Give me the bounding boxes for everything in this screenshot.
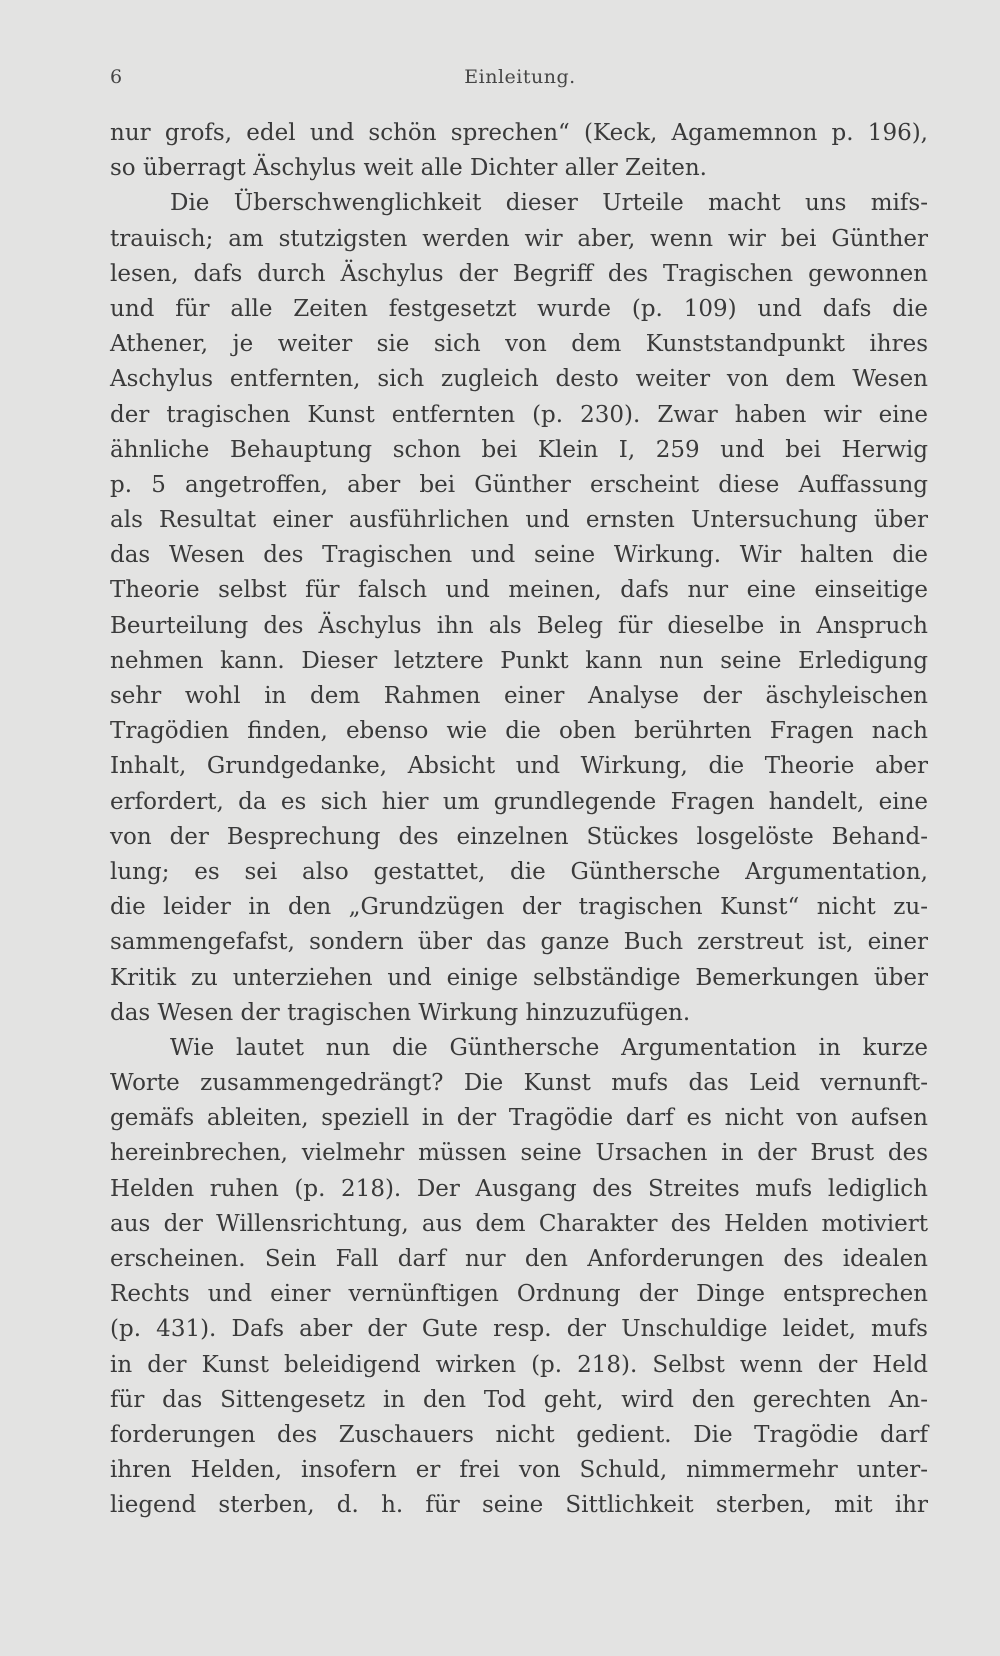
text-line: nehmen kann. Dieser letztere Punkt kann nun seine Erledigung — [110, 647, 928, 674]
text-line: gemäfs ableiten, speziell in der Tragödie darf es nicht von aufsen — [110, 1105, 928, 1132]
text-line: der tragischen Kunst entfernten (p. 230). Zwar haben wir eine — [110, 401, 928, 428]
text-line: Die Überschwenglichkeit dieser Urteile macht uns mifs- — [170, 190, 928, 217]
text-line: lung; es sei also gestattet, die Günthersche Argumentation, — [110, 858, 928, 885]
text-line: Rechts und einer vernünftigen Ordnung der Dinge entsprechen — [110, 1281, 928, 1308]
text-line: Inhalt, Grundgedanke, Absicht und Wirkung, die Theorie aber — [110, 753, 928, 780]
text-line: Athener, je weiter sie sich von dem Kunststandpunkt ihres — [110, 331, 928, 358]
text-line: nur grofs, edel und schön sprechen“ (Keck, Agamemnon p. 196), — [110, 120, 928, 146]
text-line: erscheinen. Sein Fall darf nur den Anforderungen des idealen — [110, 1246, 928, 1272]
text-line: hereinbrechen, vielmehr müssen seine Ursachen in der Brust des — [110, 1140, 928, 1167]
text-line: ähnliche Behauptung schon bei Klein I, 259 und bei Herwig — [110, 436, 928, 463]
text-line: sammengefafst, sondern über das ganze Buch zerstreut ist, einer — [110, 929, 928, 956]
text-line: das Wesen des Tragischen und seine Wirkung. Wir halten die — [110, 542, 928, 569]
text-line: Helden ruhen (p. 218). Der Ausgang des Streites mufs lediglich — [110, 1175, 928, 1202]
text-line: Aschylus entfernten, sich zugleich desto weiter von dem Wesen — [110, 366, 928, 393]
text-line: liegend sterben, d. h. für seine Sittlichkeit sterben, mit ihr — [110, 1492, 928, 1519]
text-line: sehr wohl in dem Rahmen einer Analyse der äschyleischen — [110, 683, 928, 709]
text-line: in der Kunst beleidigend wirken (p. 218). Selbst wenn der Held — [110, 1351, 928, 1378]
text-line: das Wesen der tragischen Wirkung hinzuzufügen. — [110, 999, 691, 1026]
text-line: Kritik zu unterziehen und einige selbständige Bemerkungen über — [110, 964, 928, 991]
text-line: als Resultat einer ausführlichen und ernsten Untersuchung über — [110, 507, 928, 534]
text-line: forderungen des Zuschauers nicht gedient. Die Tragödie darf — [110, 1421, 928, 1448]
text-line: aus der Willensrichtung, aus dem Charakter des Helden motiviert — [110, 1210, 928, 1237]
text-line: Worte zusammengedrängt? Die Kunst mufs das Leid vernunft- — [110, 1070, 928, 1097]
text-line: ihren Helden, insofern er frei von Schuld, nimmermehr unter- — [110, 1457, 928, 1484]
running-head — [110, 66, 930, 96]
text-line: für das Sittengesetz in den Tod geht, wird den gerechten An- — [110, 1386, 928, 1413]
text-line: und für alle Zeiten festgesetzt wurde (p. 109) und dafs die — [110, 295, 928, 322]
text-line: erfordert, da es sich hier um grundlegende Fragen handelt, eine — [110, 788, 928, 815]
running-title: Einleitung. — [464, 66, 576, 88]
text-line: Wie lautet nun die Günthersche Argumentation in kurze — [170, 1034, 928, 1061]
text-line: (p. 431). Dafs aber der Gute resp. der Unschuldige leidet, mufs — [110, 1316, 928, 1343]
page-number: 6 — [110, 66, 123, 88]
text-line: Beurteilung des Äschylus ihn als Beleg für dieselbe in Anspruch — [110, 612, 928, 639]
text-line: p. 5 angetroffen, aber bei Günther erscheint diese Auffassung — [110, 471, 928, 498]
text-line: Tragödien finden, ebenso wie die oben berührten Fragen nach — [110, 718, 928, 745]
text-line: die leider in den „Grundzügen der tragischen Kunst“ nicht zu- — [110, 894, 928, 921]
text-line: so überragt Äschylus weit alle Dichter aller Zeiten. — [110, 155, 707, 182]
text-line: Theorie selbst für falsch und meinen, dafs nur eine einseitige — [110, 577, 928, 604]
text-line: trauisch; am stutzigsten werden wir aber, wenn wir bei Günther — [110, 225, 928, 252]
text-line: von der Besprechung des einzelnen Stückes losgelöste Behand- — [110, 823, 928, 850]
text-line: lesen, dafs durch Äschylus der Begriff des Tragischen gewonnen — [110, 260, 928, 287]
body-text — [110, 116, 928, 1524]
